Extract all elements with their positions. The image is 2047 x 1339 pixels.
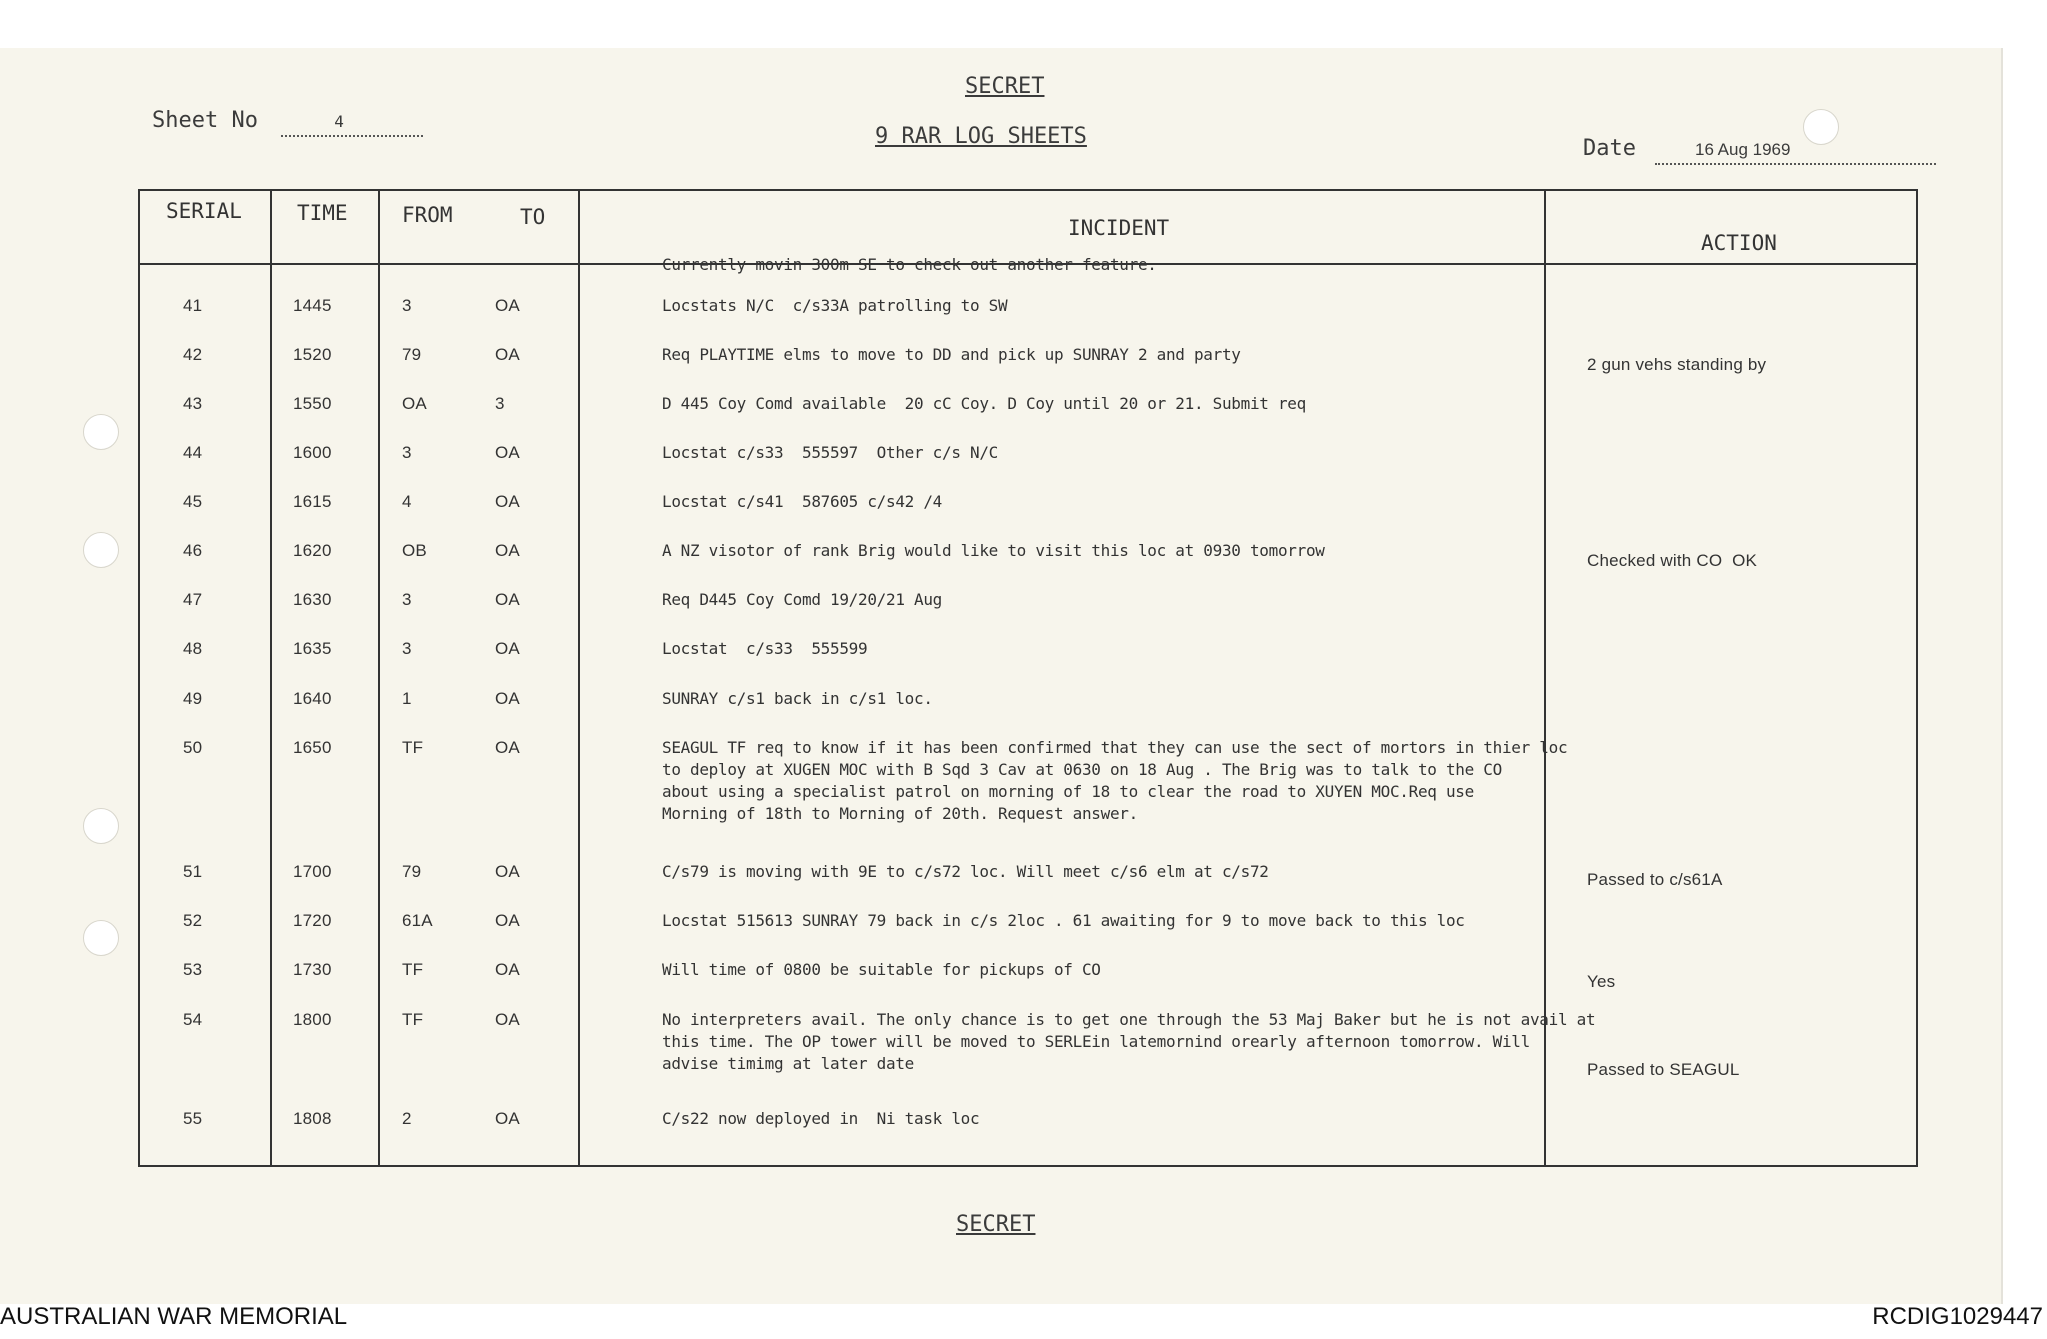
row-to: OA <box>495 738 520 757</box>
date-line <box>1583 136 1936 161</box>
row-time: 1720 <box>293 911 332 930</box>
row-serial: 51 <box>183 862 203 881</box>
footer-institution: AUSTRALIAN WAR MEMORIAL <box>0 1303 348 1330</box>
row-from: 61A <box>402 911 433 930</box>
row-from: 1 <box>402 689 412 708</box>
row-time: 1615 <box>293 492 332 511</box>
row-incident: Req PLAYTIME elms to move to DD and pick up SUNRAY 2 and party <box>662 345 1241 364</box>
row-from: TF <box>402 1010 424 1029</box>
row-time: 1808 <box>293 1109 332 1128</box>
row-to: OA <box>495 590 520 609</box>
row-action: 2 gun vehs standing by <box>1587 355 1767 374</box>
row-serial: 55 <box>183 1109 203 1128</box>
row-incident: Locstats N/C c/s33A patrolling to SW <box>662 296 1008 315</box>
col-header-from: FROM <box>402 203 453 227</box>
row-serial: 49 <box>183 689 203 708</box>
row-action: Passed to SEAGUL <box>1587 1060 1740 1079</box>
row-to: OA <box>495 639 520 658</box>
row-serial: 50 <box>183 738 203 757</box>
date-label: Date <box>1583 136 1636 161</box>
row-incident: SUNRAY c/s1 back in c/s1 loc. <box>662 689 933 708</box>
binder-hole <box>83 808 119 844</box>
row-serial: 53 <box>183 960 203 979</box>
row-incident: No interpreters avail. The only chance is to get one through the 53 Maj Baker but he is not avail at this time. The OP tower will be moved to SERLEin latemornind orearly afternoon tomorrow. Will advise timimg at later date <box>662 1010 1596 1073</box>
binder-hole <box>83 920 119 956</box>
col-header-incident: INCIDENT <box>1068 216 1170 240</box>
row-time: 1550 <box>293 394 332 413</box>
col-header-action: ACTION <box>1701 231 1777 255</box>
row-from: TF <box>402 960 424 979</box>
struck-entry: Currently movin 300m SE to check out another feature. <box>662 255 1157 274</box>
row-incident: Will time of 0800 be suitable for pickups of CO <box>662 960 1101 979</box>
sheet-label: Sheet No <box>152 108 258 133</box>
row-serial: 41 <box>183 296 203 315</box>
row-serial: 54 <box>183 1010 203 1029</box>
row-incident: A NZ visotor of rank Brig would like to visit this loc at 0930 tomorrow <box>662 541 1325 560</box>
row-to: OA <box>495 911 520 930</box>
row-from: 79 <box>402 862 422 881</box>
row-time: 1700 <box>293 862 332 881</box>
row-serial: 52 <box>183 911 203 930</box>
row-from: 4 <box>402 492 412 511</box>
row-from: 3 <box>402 296 412 315</box>
row-from: OA <box>402 394 427 413</box>
binder-hole <box>83 414 119 450</box>
row-time: 1520 <box>293 345 332 364</box>
row-time: 1800 <box>293 1010 332 1029</box>
row-from: TF <box>402 738 424 757</box>
row-from: OB <box>402 541 427 560</box>
row-serial: 48 <box>183 639 203 658</box>
classification-top: SECRET <box>965 74 1045 99</box>
row-to: OA <box>495 492 520 511</box>
footer-record-id: RCDIG1029447 <box>1872 1303 2043 1330</box>
row-to: OA <box>495 296 520 315</box>
row-to: OA <box>495 960 520 979</box>
row-incident: Locstat c/s33 555599 <box>662 639 868 658</box>
row-time: 1600 <box>293 443 332 462</box>
row-incident: Req D445 Coy Comd 19/20/21 Aug <box>662 590 942 609</box>
sheet-number: 4 <box>334 112 344 131</box>
col-header-serial: SERIAL <box>166 199 242 223</box>
row-time: 1640 <box>293 689 332 708</box>
row-to: OA <box>495 1109 520 1128</box>
row-to: OA <box>495 1010 520 1029</box>
row-from: 3 <box>402 590 412 609</box>
row-time: 1620 <box>293 541 332 560</box>
row-incident: Locstat c/s41 587605 c/s42 /4 <box>662 492 942 511</box>
row-serial: 47 <box>183 590 203 609</box>
row-to: 3 <box>495 394 505 413</box>
row-incident: SEAGUL TF req to know if it has been confirmed that they can use the sect of mortors in thier loc to deploy at XUGEN MOC with B Sqd 3 Cav at 0630 on 18 Aug . The Brig was to talk to the CO about using a specialist patrol on morning of 18 to clear the road to XUYEN MOC.Req use Morning of 18th to Morning of 20th. Request answer. <box>662 738 1568 823</box>
row-time: 1635 <box>293 639 332 658</box>
row-serial: 46 <box>183 541 203 560</box>
row-incident: C/s79 is moving with 9E to c/s72 loc. Will meet c/s6 elm at c/s72 <box>662 862 1269 881</box>
row-serial: 45 <box>183 492 203 511</box>
row-incident: D 445 Coy Comd available 20 cC Coy. D Coy until 20 or 21. Submit req <box>662 394 1306 413</box>
classification-bottom: SECRET <box>956 1212 1036 1237</box>
row-serial: 43 <box>183 394 203 413</box>
row-action: Yes <box>1587 972 1616 991</box>
row-to: OA <box>495 443 520 462</box>
col-header-time: TIME <box>297 201 348 225</box>
sheet-number-line <box>152 108 423 133</box>
row-serial: 42 <box>183 345 203 364</box>
row-from: 3 <box>402 443 412 462</box>
row-to: OA <box>495 345 520 364</box>
row-from: 3 <box>402 639 412 658</box>
row-to: OA <box>495 862 520 881</box>
row-from: 79 <box>402 345 422 364</box>
row-time: 1650 <box>293 738 332 757</box>
row-time: 1730 <box>293 960 332 979</box>
col-header-to: TO <box>520 205 546 229</box>
log-table <box>138 189 1918 1167</box>
row-incident: Locstat c/s33 555597 Other c/s N/C <box>662 443 998 462</box>
row-action: Passed to c/s61A <box>1587 870 1723 889</box>
binder-hole <box>83 532 119 568</box>
row-incident: C/s22 now deployed in Ni task loc <box>662 1109 980 1128</box>
row-to: OA <box>495 689 520 708</box>
row-time: 1630 <box>293 590 332 609</box>
row-time: 1445 <box>293 296 332 315</box>
row-serial: 44 <box>183 443 203 462</box>
date-value: 16 Aug 1969 <box>1694 140 1791 159</box>
row-from: 2 <box>402 1109 412 1128</box>
row-incident: Locstat 515613 SUNRAY 79 back in c/s 2loc . 61 awaiting for 9 to move back to this loc <box>662 911 1465 930</box>
row-action: Checked with CO OK <box>1587 551 1758 570</box>
page-title: 9 RAR LOG SHEETS <box>875 124 1087 149</box>
row-to: OA <box>495 541 520 560</box>
